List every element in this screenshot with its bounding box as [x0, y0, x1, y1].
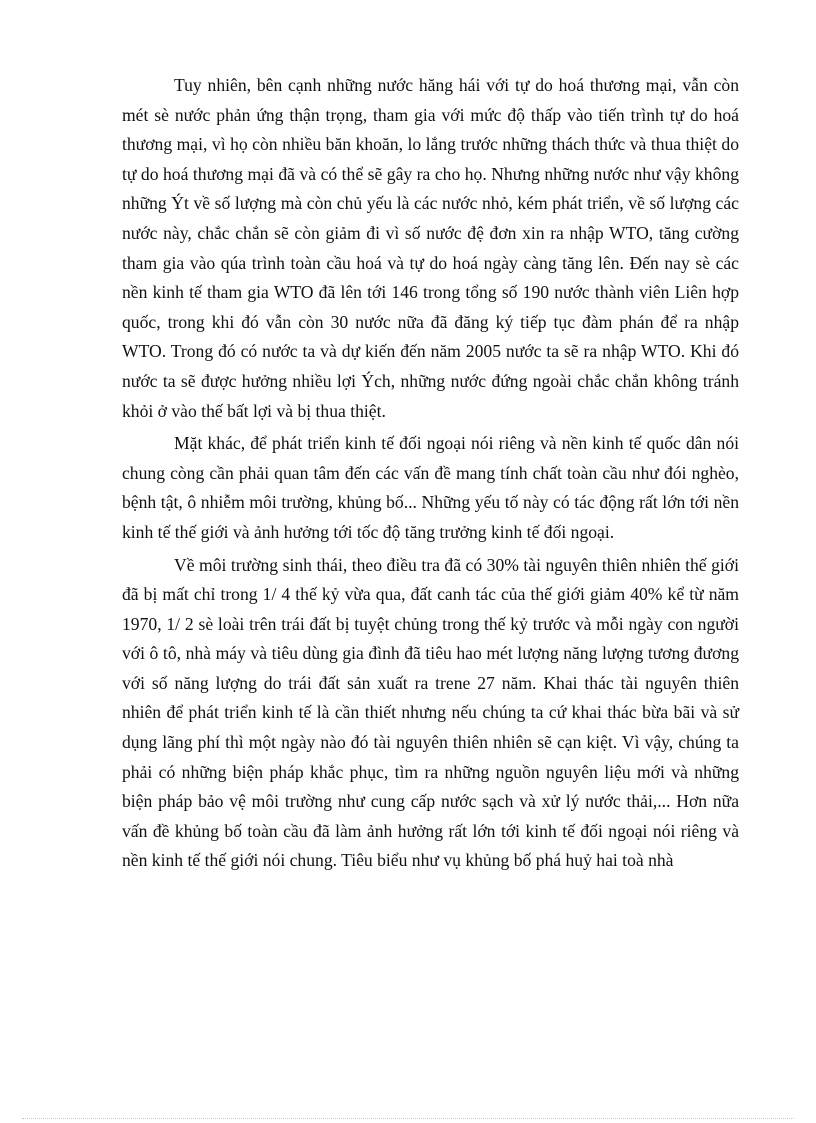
document-body: [122, 71, 739, 879]
paragraph-environment: Về môi trường sinh thái, theo điều tra đã có 30% tài nguyên thiên nhiên thế giới đã bị mất chỉ trong 1/ 4 thế kỷ vừa qua, đất canh tác của thế giới giảm 40% kể từ năm 1970, 1/ 2 sè loài trên trái đất bị tuyệt chủng trong thế kỷ trước và mỗi ngày con người với ô tô, nhà máy và tiêu dùng gia đình đã tiêu hao mét lượng năng lượng tương đương với số năng lượng do trái đất sản xuất ra trene 27 năm. Khai thác tài nguyên thiên nhiên để phát triển kinh tế là cần thiết nhưng nếu chúng ta cứ khai thác bừa bãi và sử dụng lãng phí thì một ngày nào đó tài nguyên thiên nhiên sẽ cạn kiệt. Vì vậy, chúng ta phải có những biện pháp khắc phục, tìm ra những nguồn nguyên liệu mới và những biện pháp bảo vệ môi trường như cung cấp nước sạch và xử lý nước thải,... Hơn nữa vấn đề khủng bố toàn cầu đã làm ảnh hưởng rất lớn tới kinh tế đối ngoại nói riêng và nền kinh tế thế giới nói chung. Tiêu biểu như vụ khủng bố phá huỷ hai toà nhà: [122, 554, 739, 871]
paragraph-global-issues: Mặt khác, để phát triển kinh tế đối ngoại nói riêng và nền kinh tế quốc dân nói chung còng cần phải quan tâm đến các vấn đề mang tính chất toàn cầu như đói nghèo, bệnh tật, ô nhiễm môi trường, khủng bố... Những yếu tố này có tác động rất lớn tới nền kinh tế thế giới và ảnh hưởng tới tốc độ tăng trưởng kinh tế đối ngoại.: [122, 433, 739, 542]
paragraph-trade-liberalization: Tuy nhiên, bên cạnh những nước hăng hái với tự do hoá thương mại, vẫn còn mét sè nước phản ứng thận trọng, tham gia với mức độ thấp vào tiến trình tự do hoá thương mại, vì họ còn nhiều băn khoăn, lo lắng trước những thách thức và thua thiệt do tự do hoá thương mại đã và có thể sẽ gây ra cho họ. Nhưng những nước như vậy không những Ýt về số lượng mà còn chủ yếu là các nước nhỏ, kém phát triển, về số lượng các nước này, chắc chắn sẽ còn giảm đi vì số nước đệ đơn xin ra nhập WTO, tăng cường tham gia vào qúa trình toàn cầu hoá và tự do hoá ngày càng tăng lên. Đến nay sè các nền kinh tế tham gia WTO đã lên tới 146 trong tổng số 190 nước thành viên Liên hợp quốc, trong khi đó vẫn còn 30 nước nữa đã đăng ký tiếp tục đàm phán để ra nhập WTO. Trong đó có nước ta và dự kiến đến năm 2005 nước ta sẽ ra nhập WTO. Khi đó nước ta sẽ được hưởng nhiều lợi Ých, những nước đứng ngoài chắc chắn không tránh khỏi ở vào thế bất lợi và bị thua thiệt.: [122, 75, 739, 421]
page-bottom-divider: [22, 1118, 794, 1119]
